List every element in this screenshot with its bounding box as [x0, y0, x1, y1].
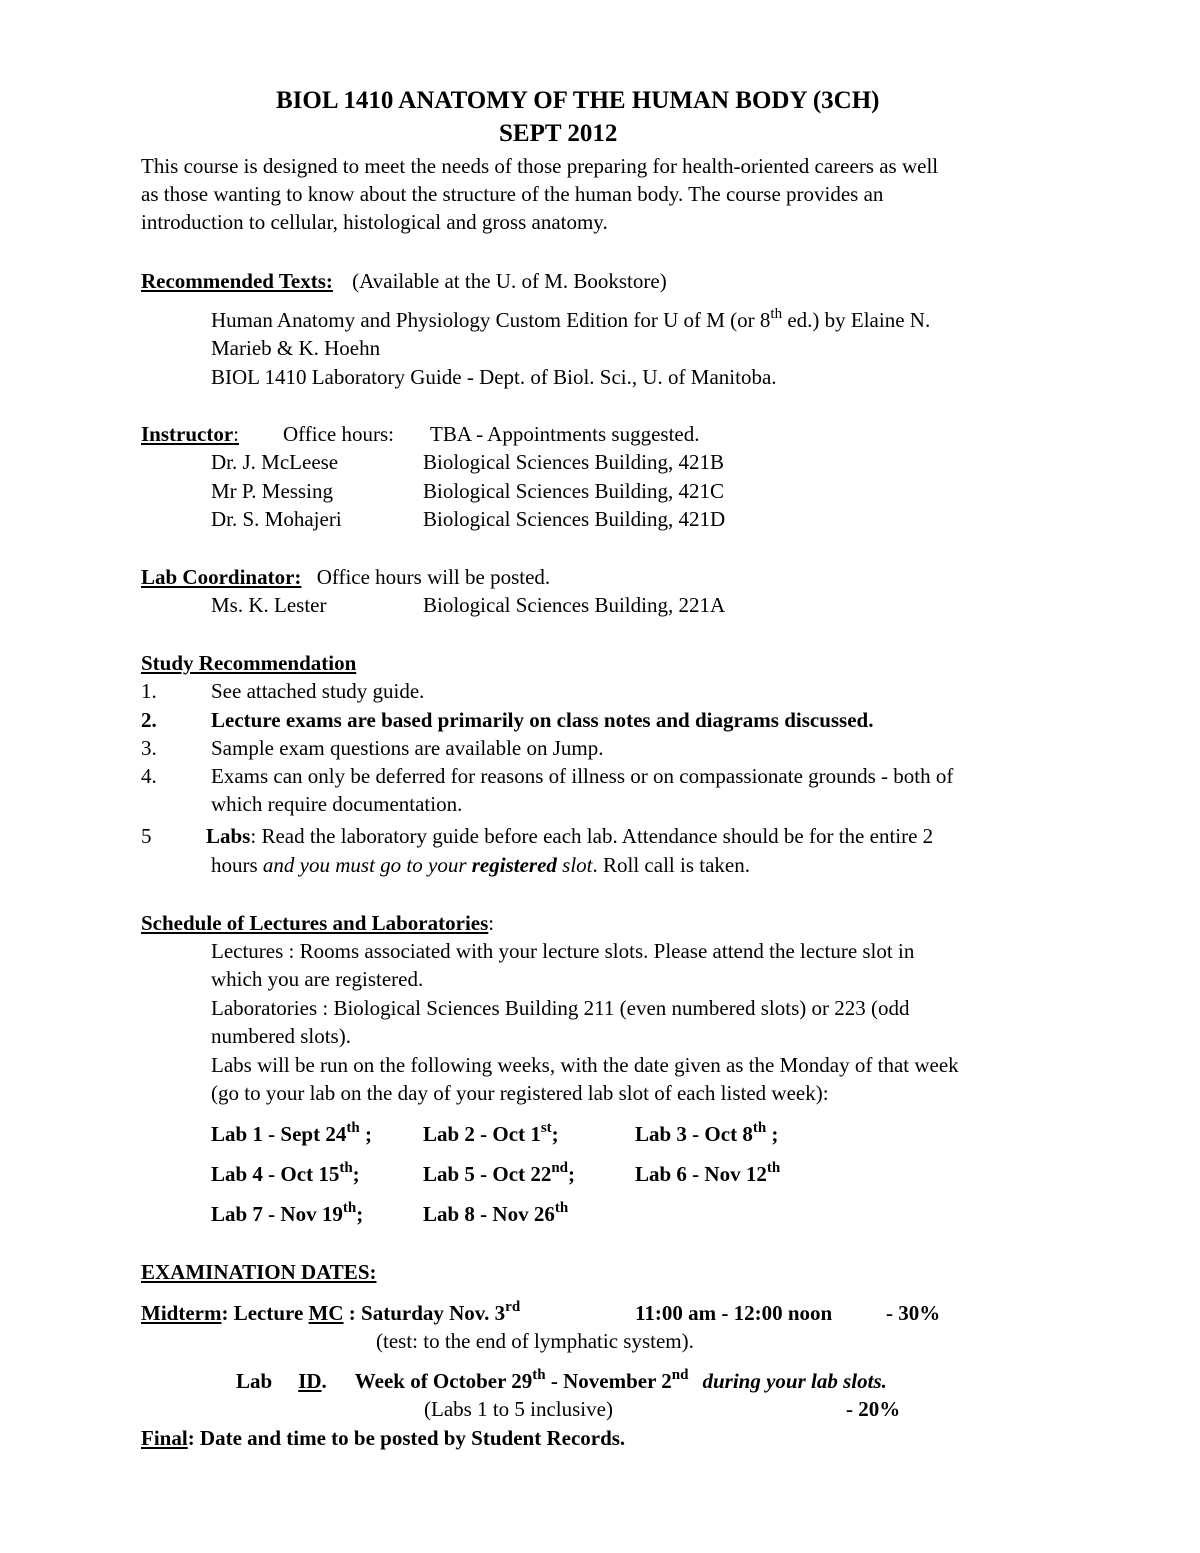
list-item: See attached study guide.	[211, 679, 425, 703]
superscript: th	[554, 1200, 569, 1216]
labs-emphasis: slot	[556, 853, 593, 877]
lab-date-text: Lab 2 - Oct 1	[423, 1122, 541, 1146]
heading-colon: :	[233, 422, 239, 446]
lab-coordinator-location: Biological Sciences Building, 221A	[423, 593, 726, 617]
lab-exam-dot: .	[321, 1369, 327, 1393]
instructor-heading: Instructor	[141, 422, 234, 446]
lab-date-text: Lab 6 - Nov 12	[635, 1162, 767, 1186]
superscript: th	[339, 1160, 353, 1176]
schedule-line: Laboratories : Biological Sciences Building 211 (even numbered slots) or 223 (odd	[211, 996, 910, 1020]
office-hours-value: TBA - Appointments suggested.	[430, 422, 700, 446]
lab-date	[635, 1160, 780, 1188]
lab-exam-note: (Labs 1 to 5 inclusive)	[424, 1397, 613, 1421]
instructor-section	[141, 420, 239, 448]
superscript: th	[770, 306, 783, 322]
list-item	[206, 822, 933, 850]
lab-date-text: Lab 5 - Oct 22	[423, 1162, 552, 1186]
lab-exam-label: Lab	[236, 1369, 273, 1393]
lab-date	[423, 1200, 568, 1228]
book-entry	[211, 306, 930, 334]
lab-date	[635, 1120, 778, 1148]
lab-exam-weight: - 20%	[846, 1397, 901, 1421]
lab-exam-week: Week of October 29	[354, 1369, 533, 1393]
lab-date-text: Lab 8 - Nov 26	[423, 1202, 555, 1226]
lab-exam-id: ID	[298, 1369, 322, 1393]
instructor-name: Mr P. Messing	[211, 479, 333, 503]
superscript: th	[766, 1160, 781, 1176]
superscript: rd	[505, 1299, 521, 1315]
midterm-date: : Saturday Nov. 3	[343, 1301, 506, 1325]
instructor-location: Biological Sciences Building, 421C	[423, 479, 724, 503]
midterm-text: : Lecture	[221, 1301, 309, 1325]
superscript: th	[532, 1367, 546, 1383]
final-label: Final	[141, 1426, 188, 1450]
superscript: th	[342, 1200, 357, 1216]
lab-exam-week: - November 2	[545, 1369, 672, 1393]
final-line	[141, 1424, 625, 1452]
lab-coordinator-office: Office hours will be posted.	[316, 565, 551, 589]
superscript: nd	[551, 1160, 569, 1176]
midterm-line	[141, 1299, 520, 1327]
book-entry: BIOL 1410 Laboratory Guide - Dept. of Biol. Sci., U. of Manitoba.	[211, 365, 777, 389]
texts-heading: Recommended Texts:	[141, 269, 333, 293]
lab-exam-line	[236, 1367, 887, 1395]
lab-date-end: ;	[359, 1122, 372, 1146]
midterm-label: Midterm	[141, 1301, 222, 1325]
lab-date	[211, 1160, 360, 1188]
lab-date	[423, 1160, 575, 1188]
heading-colon: :	[488, 911, 495, 935]
lab-date	[423, 1120, 559, 1148]
lab-date-text: Lab 4 - Oct 15	[211, 1162, 340, 1186]
lab-date-end: ;	[356, 1202, 364, 1226]
page-subtitle: SEPT 2012	[499, 120, 618, 147]
list-item-cont: which require documentation.	[211, 792, 463, 816]
instructor-name: Dr. S. Mohajeri	[211, 507, 342, 531]
book-authors-cont: Marieb & K. Hoehn	[211, 336, 381, 360]
labs-text: hours	[211, 853, 263, 877]
lab-date-end: ;	[568, 1162, 576, 1186]
lab-coordinator-heading: Lab Coordinator:	[141, 565, 302, 589]
lab-date	[211, 1200, 363, 1228]
exam-heading: EXAMINATION DATES:	[141, 1260, 377, 1284]
superscript: st	[540, 1120, 552, 1136]
schedule-section	[141, 909, 494, 937]
instructor-location: Biological Sciences Building, 421D	[423, 507, 726, 531]
lab-date-text: Lab 1 - Sept 24	[211, 1122, 347, 1146]
midterm-mc: MC	[308, 1301, 344, 1325]
lab-date-end: ;	[551, 1122, 559, 1146]
labs-emphasis: and you must go to your	[262, 853, 472, 877]
lab-date-text: Lab 3 - Oct 8	[635, 1122, 753, 1146]
book-authors: ed.) by Elaine N.	[782, 308, 931, 332]
list-item: Sample exam questions are available on Jump.	[211, 736, 604, 760]
labs-text: : Read the laboratory guide before each lab. Attendance should be for the entire 2	[250, 824, 934, 848]
schedule-line: numbered slots).	[211, 1024, 351, 1048]
list-number: 2.	[141, 708, 157, 732]
lab-date-text: Lab 7 - Nov 19	[211, 1202, 343, 1226]
superscript: th	[346, 1120, 360, 1136]
schedule-line: Labs will be run on the following weeks, with the date given as the Monday of that week	[211, 1053, 959, 1077]
texts-section	[141, 267, 667, 295]
final-text: : Date and time to be posted by Student Records.	[187, 1426, 626, 1450]
lab-date-end: ;	[352, 1162, 360, 1186]
lab-coordinator-name: Ms. K. Lester	[211, 593, 327, 617]
schedule-line: Lectures : Rooms associated with your lecture slots. Please attend the lecture slot in	[211, 939, 915, 963]
labs-text: . Roll call is taken.	[592, 853, 750, 877]
office-hours-label: Office hours:	[283, 422, 394, 446]
list-number: 1.	[141, 679, 157, 703]
midterm-time: 11:00 am - 12:00 noon	[635, 1301, 833, 1325]
labs-emphasis-bold: registered	[471, 853, 557, 877]
midterm-note: (test: to the end of lymphatic system).	[376, 1329, 694, 1353]
study-heading: Study Recommendation	[141, 651, 357, 675]
intro-line: as those wanting to know about the structure of the human body. The course provides an	[141, 182, 884, 206]
list-item: Lecture exams are based primarily on class notes and diagrams discussed.	[211, 708, 874, 732]
schedule-heading: Schedule of Lectures and Laboratories	[141, 911, 489, 935]
superscript: nd	[671, 1367, 689, 1383]
lab-exam-slots: during your lab slots.	[702, 1369, 887, 1393]
list-item: Exams can only be deferred for reasons of illness or on compassionate grounds - both of	[211, 764, 954, 788]
page-title: BIOL 1410 ANATOMY OF THE HUMAN BODY (3CH)	[276, 87, 880, 114]
list-number: 4.	[141, 764, 157, 788]
instructor-location: Biological Sciences Building, 421B	[423, 450, 724, 474]
texts-note: (Available at the U. of M. Bookstore)	[352, 269, 667, 293]
list-item-cont	[211, 851, 750, 879]
list-number: 3.	[141, 736, 157, 760]
intro-line: This course is designed to meet the needs of those preparing for health-oriented careers as well	[141, 154, 939, 178]
instructor-name: Dr. J. McLeese	[211, 450, 339, 474]
lab-date	[211, 1120, 372, 1148]
midterm-weight: - 30%	[886, 1301, 941, 1325]
schedule-line: (go to your lab on the day of your registered lab slot of each listed week):	[211, 1081, 829, 1105]
lab-coordinator-section	[141, 563, 550, 591]
superscript: th	[752, 1120, 767, 1136]
labs-label: Labs	[206, 824, 251, 848]
book-title: Human Anatomy and Physiology Custom Edition for U of M (or 8	[211, 308, 771, 332]
lab-date-end: ;	[766, 1122, 779, 1146]
list-number: 5	[141, 824, 152, 848]
intro-line: introduction to cellular, histological and gross anatomy.	[141, 210, 608, 234]
schedule-line: which you are registered.	[211, 967, 424, 991]
